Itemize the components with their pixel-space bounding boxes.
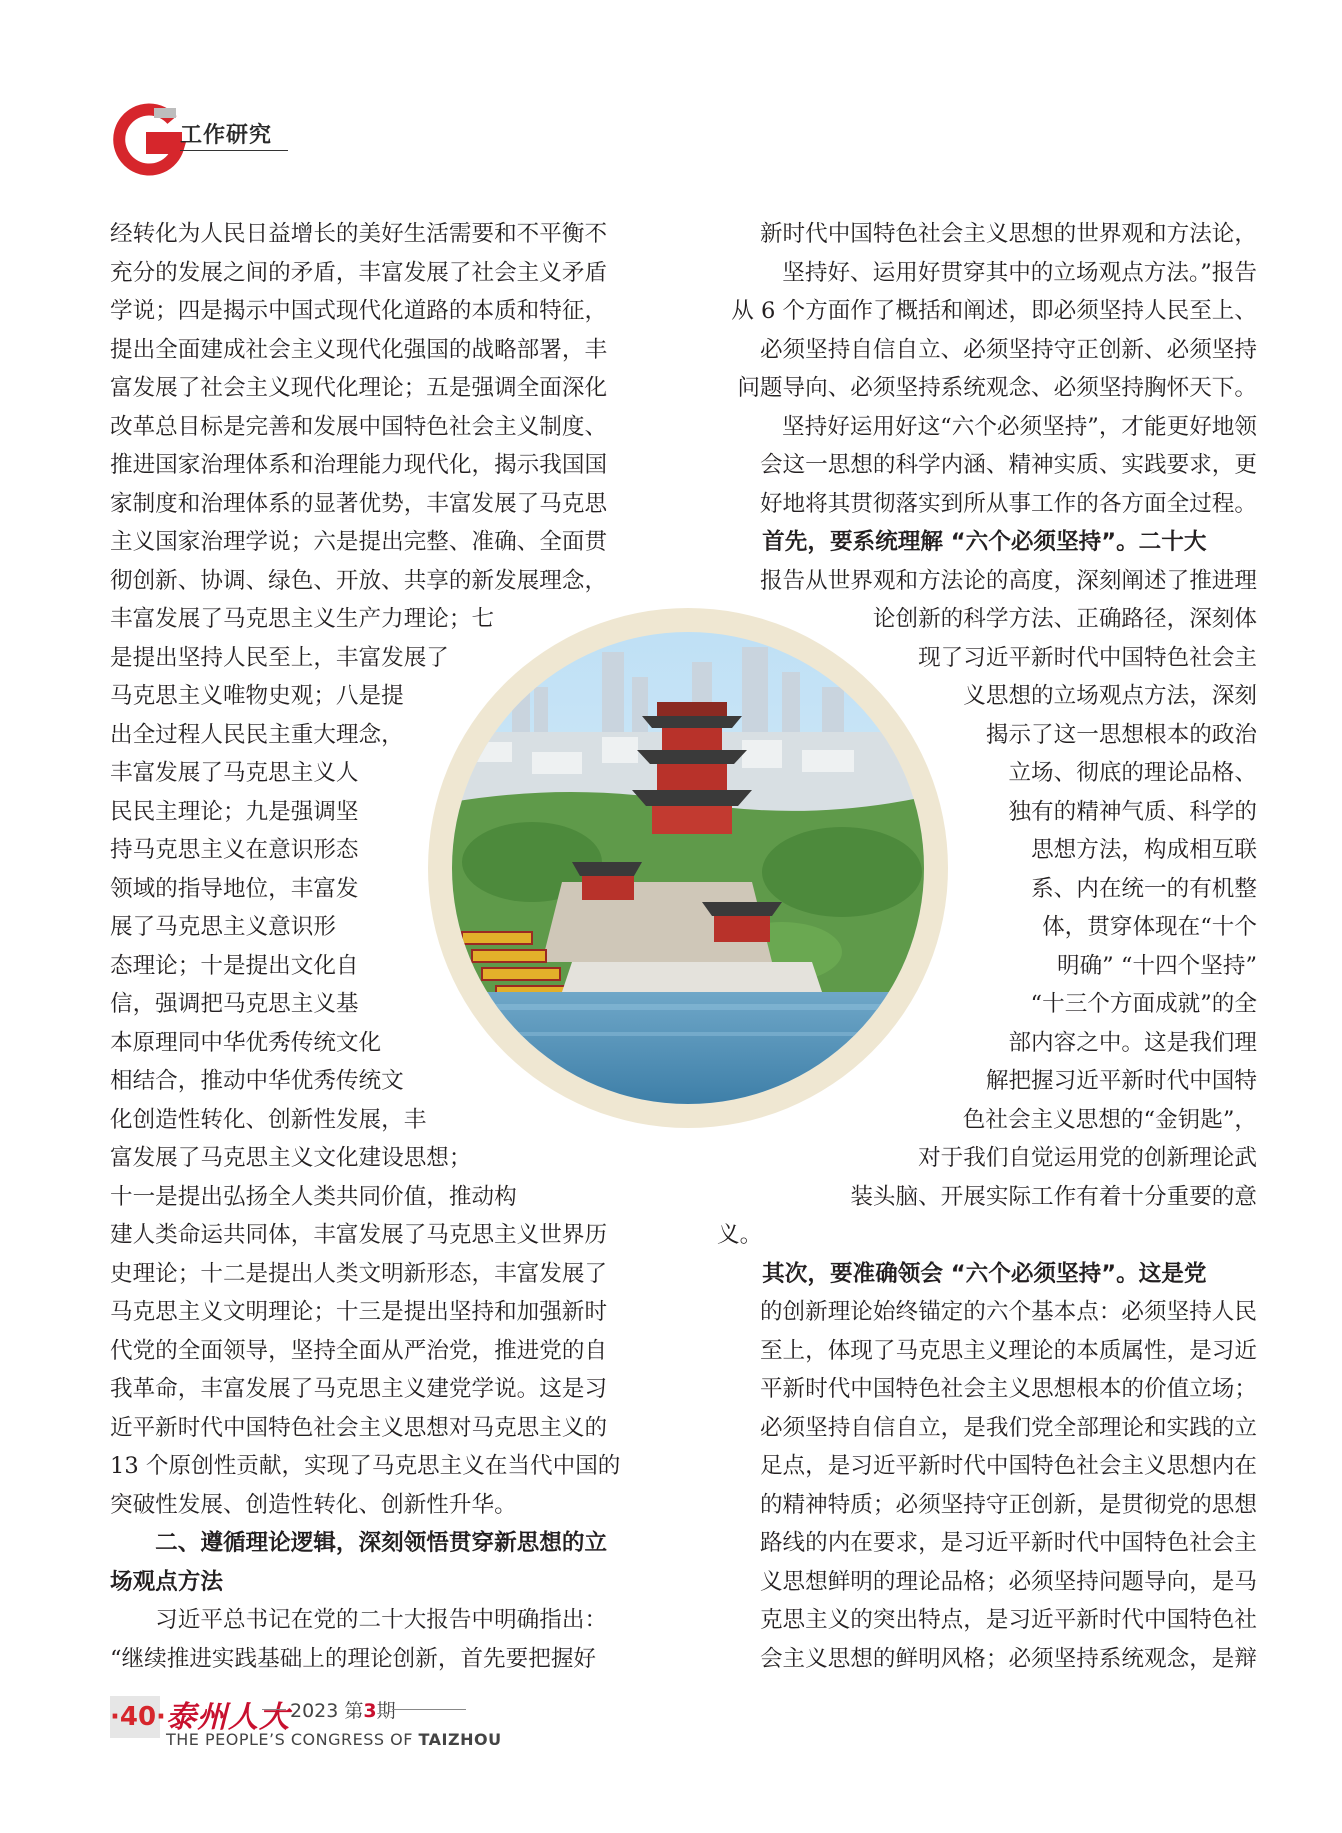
text-line: 突破性发展、创造性转化、创新性升华。 [110, 1491, 517, 1518]
text-line: 路线的内在要求，是习近平新时代中国特色社会主 [759, 1530, 1257, 1556]
english-name-city: TAIZHOU [418, 1730, 502, 1749]
text-line: 本原理同中华优秀传统文化 [110, 1029, 382, 1056]
text-line: 史理论；十二是提出人类文明新形态，丰富发展了 [110, 1260, 608, 1287]
text-line: 马克思主义唯物史观；八是提 [110, 683, 404, 709]
text-line: 丰富发展了马克思主义人 [110, 760, 359, 786]
text-line: 十一是提出弘扬全人类共同价值，推动构 [110, 1183, 517, 1210]
text-line: 会主义思想的鲜明风格；必须坚持系统观念，是辩 [759, 1645, 1257, 1672]
text-line: 民民主理论；九是强调坚 [110, 798, 359, 825]
text-line: 建人类命运共同体，丰富发展了马克思主义世界历 [110, 1222, 608, 1248]
text-line: 推进国家治理体系和治理能力现代化，揭示我国国 [110, 452, 608, 478]
text-line: 丰富发展了马克思主义生产力理论；七 [110, 606, 495, 632]
text-line: 义。 [717, 1222, 763, 1248]
issue-prefix: 第 [344, 1700, 364, 1722]
text-line: 独有的精神气质、科学的 [1008, 798, 1257, 825]
text-line: 义思想鲜明的理论品格；必须坚持问题导向，是马 [759, 1568, 1257, 1595]
text-line: 论创新的科学方法、正确路径，深刻体 [872, 606, 1257, 632]
text-line: 义思想的立场观点方法，深刻 [963, 683, 1257, 709]
text-line: “十三个方面成就”的全 [1030, 991, 1257, 1017]
text-line: 领域的指导地位，丰富发 [110, 875, 359, 902]
text-line: 克思主义的突出特点，是习近平新时代中国特色社 [759, 1607, 1257, 1633]
text-line: 家制度和治理体系的显著优势，丰富发展了马克思 [110, 490, 608, 517]
text-line: 会这一思想的科学内涵、精神实质、实践要求，更 [759, 452, 1257, 478]
text-line: 色社会主义思想的“金钥匙”， [962, 1106, 1257, 1133]
english-name-prefix: THE PEOPLE’S CONGRESS OF [166, 1730, 419, 1749]
text-line: 信，强调把马克思主义基 [110, 991, 359, 1017]
text-line: 提出全面建成社会主义现代化强国的战略部署，丰 [110, 336, 608, 363]
text-line: 的创新理论始终锚定的六个基本点：必须坚持人民 [759, 1299, 1257, 1325]
text-line: “继续推进实践基础上的理论创新，首先要把握好 [110, 1645, 597, 1672]
text-line: 学说；四是揭示中国式现代化道路的本质和特征， [110, 298, 608, 324]
text-line: 富发展了马克思主义文化建设思想； [110, 1145, 472, 1171]
text-line: 展了马克思主义意识形 [110, 914, 336, 940]
text-line: 出全过程人民民主重大理念， [110, 721, 404, 748]
text-line: 至上，体现了马克思主义理论的本质属性，是习近 [759, 1337, 1257, 1364]
text-line: 新时代中国特色社会主义思想的世界观和方法论， [759, 221, 1257, 247]
text-line: 好地将其贯彻落实到所从事工作的各方面全过程。 [759, 490, 1257, 517]
text-line: 解把握习近平新时代中国特 [985, 1068, 1257, 1094]
text-line: 是提出坚持人民至上，丰富发展了 [110, 644, 449, 671]
header-divider [180, 150, 288, 151]
section-heading-line: 二、遵循理论逻辑，深刻领悟贯穿新思想的立 [110, 1530, 608, 1556]
text-line: 立场、彻底的理论品格、 [1008, 760, 1257, 786]
text-line: 现了习近平新时代中国特色社会主 [918, 644, 1257, 671]
text-line: 必须坚持自信自立，是我们党全部理论和实践的立 [759, 1414, 1257, 1441]
paragraph-lead-line: 其次，要准确领会 “六个必须坚持”。这是党 [717, 1260, 1207, 1287]
text-line: 习近平总书记在党的二十大报告中明确指出： [110, 1607, 608, 1633]
text-line: 坚持好、运用好贯穿其中的立场观点方法。”报告 [782, 259, 1257, 286]
text-line: 体，贯穿体现在“十个 [1042, 914, 1257, 940]
text-line: 平新时代中国特色社会主义思想根本的价值立场； [759, 1376, 1257, 1402]
text-line: 的精神特质；必须坚持守正创新，是贯彻党的思想 [759, 1491, 1257, 1518]
text-line: 富发展了社会主义现代化理论；五是强调全面深化 [110, 375, 608, 401]
text-line: 我革命，丰富发展了马克思主义建党学说。这是习 [110, 1376, 608, 1402]
section-title: 工作研究 [180, 123, 273, 148]
text-line: 经转化为人民日益增长的美好生活需要和不平衡不 [110, 221, 608, 247]
text-line: 主义国家治理学说；六是提出完整、准确、全面贯 [110, 529, 608, 555]
text-line: 充分的发展之间的矛盾，丰富发展了社会主义矛盾 [110, 259, 608, 286]
text-line: 化创造性转化、创新性发展，丰 [110, 1106, 427, 1133]
text-line: 对于我们自觉运用党的创新理论武 [918, 1145, 1257, 1171]
section-heading-line: 场观点方法 [110, 1568, 223, 1595]
issue-label [290, 1696, 396, 1723]
text-line: 代党的全面领导，坚持全面从严治党，推进党的自 [110, 1337, 608, 1364]
text-line: 装头脑、开展实际工作有着十分重要的意 [850, 1183, 1257, 1210]
text-line: 思想方法，构成相互联 [1031, 837, 1257, 863]
text-line: 持马克思主义在意识形态 [110, 837, 359, 863]
text-line: 改革总目标是完善和发展中国特色社会主义制度、 [110, 413, 608, 440]
aerial-city-photo [452, 632, 924, 1104]
text-line: 彻创新、协调、绿色、开放、共享的新发展理念， [110, 567, 608, 594]
page-number: ·40· [110, 1696, 160, 1738]
text-line: 从 6 个方面作了概括和阐述，即必须坚持人民至上、 [731, 298, 1257, 324]
text-line: 揭示了这一思想根本的政治 [985, 721, 1257, 748]
text-line: 部内容之中。这是我们理 [1008, 1029, 1257, 1056]
english-name [166, 1730, 502, 1749]
text-line: 相结合，推动中华优秀传统文 [110, 1068, 404, 1094]
footer-divider [392, 1709, 466, 1710]
footer-divider [262, 1709, 286, 1710]
text-line: 态理论；十是提出文化自 [110, 952, 359, 979]
text-line: 必须坚持自信自立、必须坚持守正创新、必须坚持 [759, 336, 1257, 363]
text-line: 问题导向、必须坚持系统观念、必须坚持胸怀天下。 [737, 375, 1257, 401]
issue-number: 3 [363, 1700, 377, 1722]
section-logo-icon [112, 102, 188, 178]
text-line: 足点，是习近平新时代中国特色社会主义思想内在 [759, 1453, 1257, 1479]
text-line: 明确” “十四个坚持” [1057, 952, 1257, 979]
magazine-name: 泰州人大 [166, 1700, 290, 1735]
text-line: 系、内在统一的有机整 [1031, 875, 1257, 902]
text-line: 坚持好运用好这“六个必须坚持”，才能更好地领 [782, 413, 1257, 440]
text-line: 近平新时代中国特色社会主义思想对马克思主义的 [110, 1414, 608, 1441]
text-line: 13 个原创性贡献，实现了马克思主义在当代中国的 [110, 1453, 621, 1479]
text-line: 马克思主义文明理论；十三是提出坚持和加强新时 [110, 1299, 608, 1325]
issue-suffix: 期 [376, 1700, 396, 1722]
paragraph-lead-line: 首先，要系统理解 “六个必须坚持”。二十大 [717, 529, 1207, 555]
text-line: 报告从世界观和方法论的高度，深刻阐述了推进理 [759, 567, 1257, 594]
issue-year: 2023 [290, 1700, 339, 1722]
